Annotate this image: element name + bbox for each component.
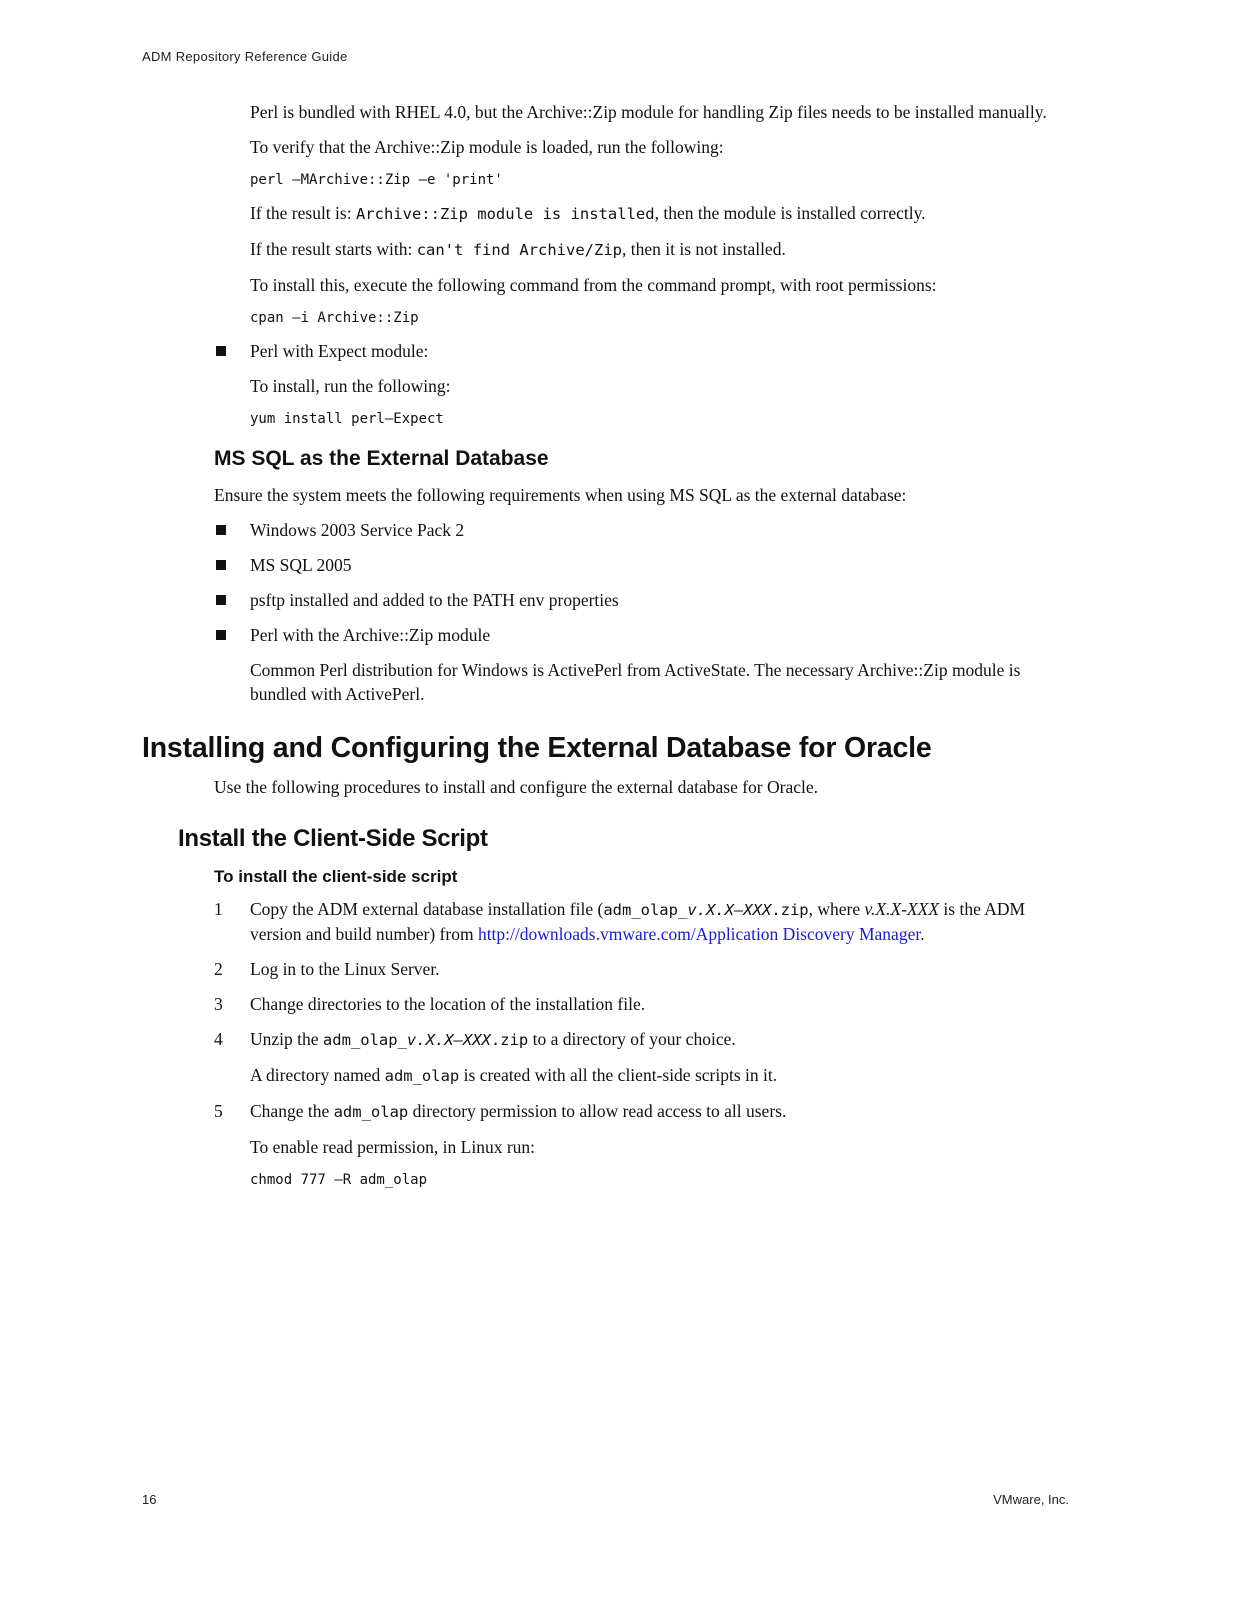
bullet-item [250,518,1072,542]
step-item [214,1099,1072,1124]
bullet-square-icon [216,346,226,356]
running-header: ADM Repository Reference Guide [142,49,348,64]
paragraph [250,201,1072,226]
text: Unzip the [250,1029,323,1049]
text: A directory named [250,1065,385,1085]
page-number: 16 [142,1492,157,1507]
bullet-text: Perl with Expect module: [250,341,429,361]
text: directory permission to allow read access to all users. [408,1101,787,1121]
inline-code: adm_olap_ [603,901,688,919]
text: Copy the ADM external database installation file ( [250,899,604,919]
bullet-text: psftp installed and added to the PATH env properties [250,590,619,610]
inline-code: adm_olap_ [322,1031,407,1049]
text: Change directories to the location of the installation file. [250,994,646,1014]
bullet-text: MS SQL 2005 [250,555,352,575]
text: If the result is: [250,203,356,223]
bullet-item [250,588,1072,612]
paragraph: To enable read permission, in Linux run: [250,1137,536,1157]
text: , then it is not installed. [622,239,786,259]
code-line: cpan –i Archive::Zip [250,310,419,326]
step-number: 5 [214,1101,223,1121]
paragraph: Ensure the system meets the following requirements when using MS SQL as the external database: [214,485,907,505]
inline-code: v.X.X–XXX [687,901,772,919]
inline-code: .zip [771,901,809,919]
step-item [214,897,1072,946]
page-content [142,100,1072,1201]
text: is created with all the client-side scripts in it. [459,1065,778,1085]
paragraph: To verify that the Archive::Zip module is loaded, run the following: [250,137,724,157]
paragraph [250,237,1072,262]
text: Log in to the Linux Server. [250,959,440,979]
bullet-square-icon [216,630,226,640]
step-item [214,1027,1072,1052]
italic-text: v.X.X-XXX [864,899,940,919]
text: is the ADM version and build number) from [250,899,1026,944]
subsection-heading: Install the Client-Side Script [178,825,488,852]
step-item [214,957,1072,981]
text: , where [808,899,865,919]
bullet-square-icon [216,560,226,570]
paragraph [250,1063,1072,1088]
step-item [214,992,1072,1016]
bullet-item [250,339,1072,363]
step-number: 2 [214,959,223,979]
step-number: 3 [214,994,223,1014]
step-number: 1 [214,899,223,919]
footer-company: VMware, Inc. [993,1492,1069,1507]
code-line: perl –MArchive::Zip –e 'print' [250,172,503,188]
code-line: yum install perl–Expect [250,411,444,427]
paragraph: Perl is bundled with RHEL 4.0, but the Archive::Zip module for handling Zip files needs to be installed manually. [250,102,1047,122]
paragraph: Common Perl distribution for Windows is ActivePerl from ActiveState. The necessary Archive::Zip module is bundled with ActivePerl. [250,660,1021,704]
text: Change the [250,1101,334,1121]
inline-code: Archive::Zip module is installed [355,205,655,223]
text: , then the module is installed correctly. [654,203,926,223]
bullet-square-icon [216,525,226,535]
inline-code: adm_olap [384,1067,460,1085]
text: to a directory of your choice. [528,1029,736,1049]
paragraph: To install this, execute the following command from the command prompt, with root permissions: [250,275,937,295]
text: If the result starts with: [250,239,417,259]
inline-code: can't find Archive/Zip [416,241,623,259]
text: . [920,924,925,944]
section-heading: MS SQL as the External Database [214,447,549,470]
bullet-item [250,553,1072,577]
chapter-heading: Installing and Configuring the External Database for Oracle [142,732,932,764]
step-number: 4 [214,1029,223,1049]
download-link[interactable]: http://downloads.vmware.com/Application Discovery Manager [477,924,921,944]
inline-code: v.X.X–XXX [406,1031,491,1049]
procedure-title: To install the client-side script [214,867,458,886]
bullet-text: Windows 2003 Service Pack 2 [250,520,465,540]
bullet-item [250,623,1072,647]
code-line: chmod 777 –R adm_olap [250,1172,428,1188]
inline-code: adm_olap [333,1103,409,1121]
bullet-text: Perl with the Archive::Zip module [250,625,491,645]
paragraph: Use the following procedures to install and configure the external database for Oracle. [214,777,819,797]
inline-code: .zip [490,1031,529,1049]
paragraph: To install, run the following: [250,376,451,396]
bullet-square-icon [216,595,226,605]
